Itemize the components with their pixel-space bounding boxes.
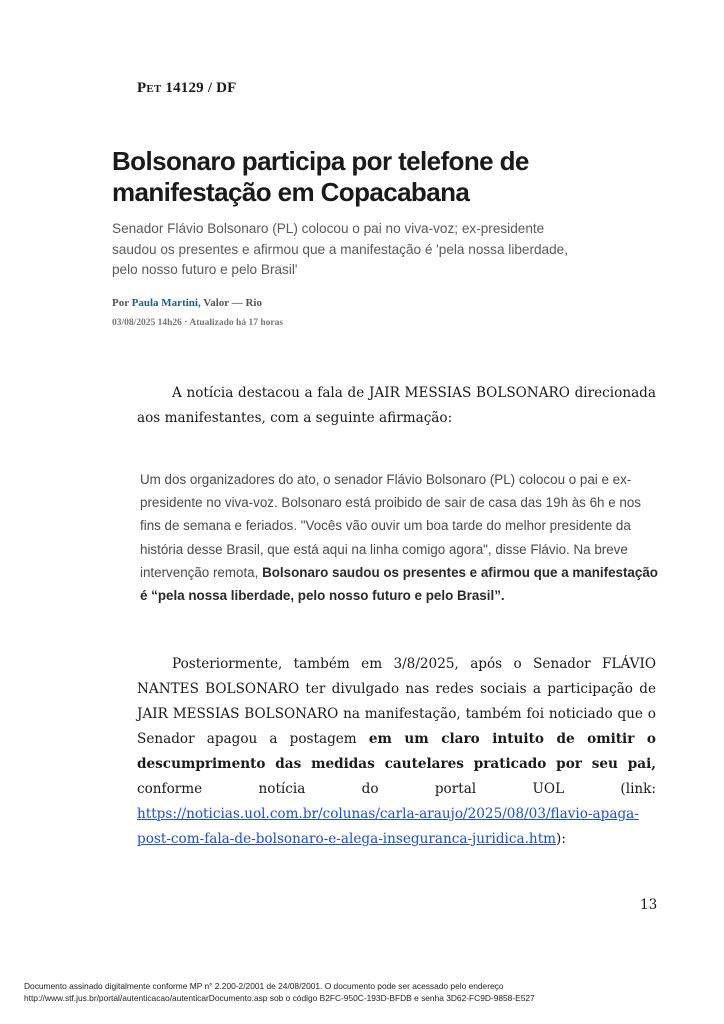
case-reference [137, 80, 237, 97]
news-headline: Bolsonaro participa por telefone de manifestação em Copacabana [112, 146, 529, 207]
followup-source: conforme notícia do portal UOL (link: [137, 781, 656, 797]
quote-text: Um dos organizadores do ato, o senador Flávio Bolsonaro (PL) colocou o pai e ex-presidente no viva-voz. Bolsonaro está proibido de sair de casa das 19h às 6h e nos fins de semana e feriados. "Vocês vão ouvir um boa tarde do melhor presidente da história desse Brasil, que está aqui na linha comigo agora", disse Flávio. Na breve intervenção remota, [140, 472, 641, 580]
byline-suffix: , Valor — Rio [197, 297, 262, 309]
signature-footer [24, 980, 714, 1004]
footer-line-2: http://www.stf.jus.br/portal/autenticacao/autenticarDocumento.asp sob o código B2FC-950C-193D-BFDB e senha 3D62-FC9D-9858-E527 [24, 993, 535, 1003]
page-number: 13 [640, 897, 658, 913]
followup-closing: ): [556, 831, 566, 847]
news-date: 03/08/2025 14h26 · Atualizado há 17 horas [112, 318, 284, 328]
followup-emphasis: em um claro intuito de omitir o descumprimento das medidas cautelares praticado por seu pai, [137, 731, 656, 772]
quoted-excerpt [140, 468, 660, 607]
case-prefix: Pet [137, 80, 162, 96]
author-link[interactable]: Paula Martini [131, 297, 198, 309]
news-byline [112, 297, 262, 309]
uol-news-link[interactable]: https://noticias.uol.com.br/colunas/carla-araujo/2025/08/03/flavio-apaga-post-com-fala-de-bolsonaro-e-alega-inseguranca-juridica.htm [137, 806, 639, 847]
quote-highlight: Bolsonaro saudou os presentes e afirmou que a manifestação é “pela nossa liberdade, pelo nosso futuro e pelo Brasil”. [140, 564, 658, 604]
news-subtitle: Senador Flávio Bolsonaro (PL) colocou o pai no viva-voz; ex-presidente saudou os presentes e afirmou que a manifestação é 'pela nossa liberdade, pelo nosso futuro e pelo Brasil' [112, 221, 569, 277]
paragraph-intro: A notícia destacou a fala de JAIR MESSIAS BOLSONARO direcionada aos manifestantes, com a seguinte afirmação: [137, 385, 656, 426]
paragraph-followup [137, 652, 656, 852]
case-number: 14129 / DF [161, 80, 237, 96]
byline-prefix: Por [112, 297, 132, 309]
footer-line-1: Documento assinado digitalmente conforme MP n° 2.200-2/2001 de 24/08/2001. O documento pode ser acessado pelo endereço [24, 981, 504, 991]
followup-text: Posteriormente, também em 3/8/2025, após o Senador FLÁVIO NANTES BOLSONARO ter divulgado nas redes sociais a participação de JAIR MESSIAS BOLSONARO na manifestação, também foi noticiado que o Senador apagou a postagem [137, 656, 656, 747]
